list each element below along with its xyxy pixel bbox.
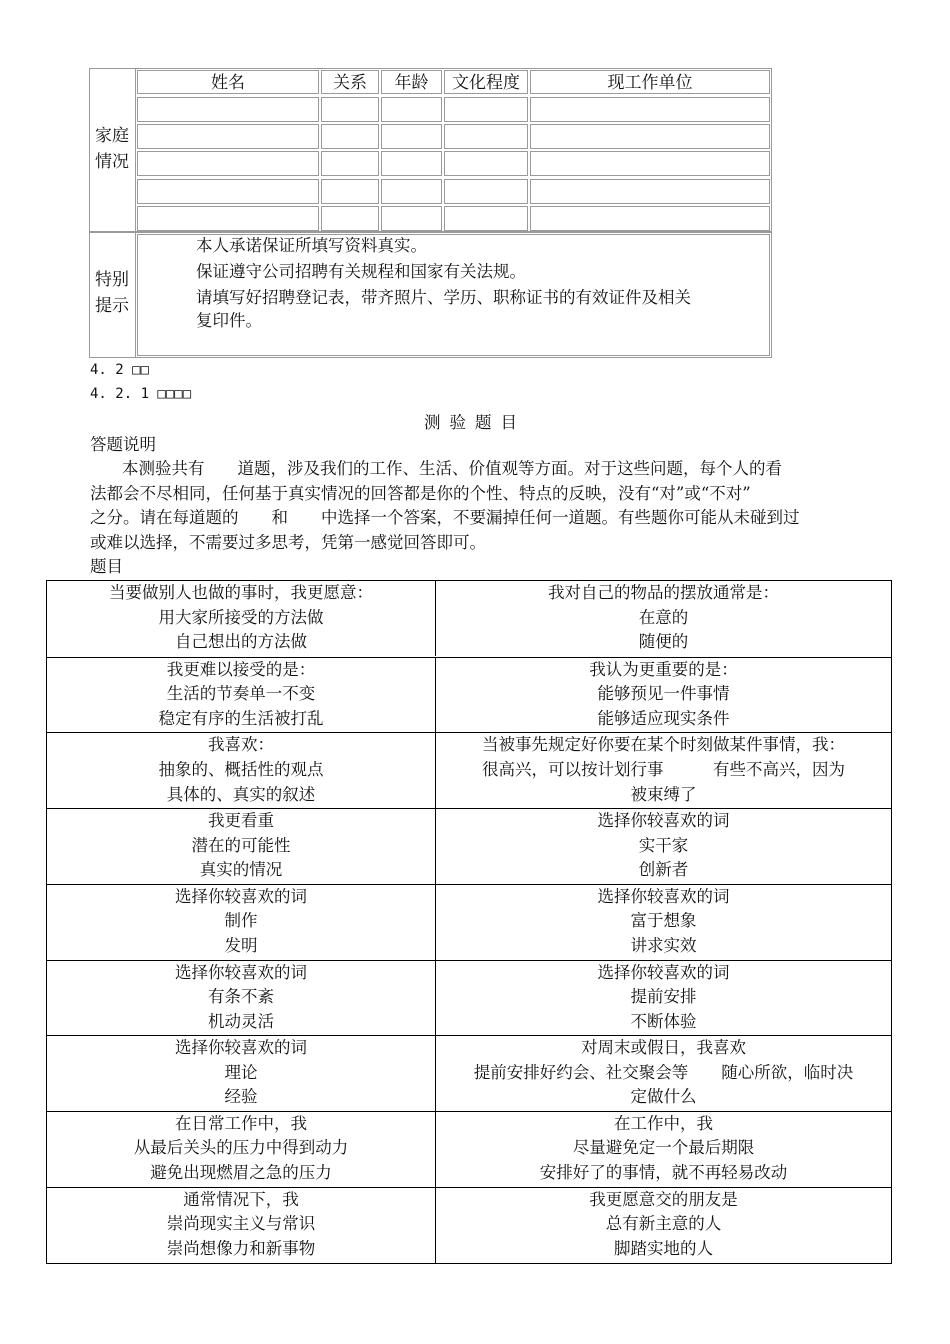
answer-option[interactable]: 用大家所接受的方法做: [158, 607, 324, 627]
page-title: 测验题目: [424, 413, 526, 432]
family-cell[interactable]: [444, 206, 528, 231]
answer-option[interactable]: 很高兴，可以按计划行事 有些不高兴，因为: [482, 759, 845, 779]
family-cell[interactable]: [137, 124, 319, 149]
family-cell[interactable]: [381, 206, 442, 231]
family-cell[interactable]: [530, 97, 770, 122]
question-text: 我更难以接受的是：: [166, 659, 316, 679]
question-cell-right: [435, 885, 891, 960]
family-cell[interactable]: [321, 124, 379, 149]
answer-option[interactable]: 制作: [224, 911, 258, 931]
answer-option[interactable]: 富于想象: [630, 911, 697, 931]
family-cell[interactable]: [321, 97, 379, 122]
section-heading-4-2: 4. 2 □□: [90, 362, 150, 378]
family-cell[interactable]: [381, 151, 442, 176]
answer-option[interactable]: 生活的节奏单一不变: [166, 684, 316, 704]
answer-option[interactable]: 能够适应现实条件: [597, 708, 730, 728]
answer-option[interactable]: 总有新主意的人: [605, 1214, 722, 1234]
notice-line-3: 请填写好招聘登记表，带齐照片、学历、职称证书的有效证件及相关: [196, 288, 691, 307]
family-cell[interactable]: [381, 179, 442, 204]
question-cell-right: [435, 1188, 891, 1263]
family-cell[interactable]: [444, 151, 528, 176]
answer-option[interactable]: 自己想出的方法做: [175, 632, 307, 652]
family-cell[interactable]: [444, 179, 528, 204]
family-cell[interactable]: [137, 151, 319, 176]
header-workplace: 现工作单位: [530, 70, 770, 94]
question-cell-left: [47, 658, 435, 733]
question-cell-right: [435, 1112, 891, 1187]
notice-line-2: 保证遵守公司招聘有关规程和国家有关法规。: [196, 262, 526, 281]
answer-option[interactable]: 经验: [224, 1087, 258, 1107]
question-text: 在日常工作中，我: [175, 1113, 307, 1133]
answer-option[interactable]: 稳定有序的生活被打乱: [158, 708, 324, 728]
question-cell-left: [47, 809, 435, 884]
section-heading-4-2-1: 4. 2. 1 □□□□: [90, 386, 192, 402]
notice-line-1: 本人承诺保证所填写资料真实。: [196, 236, 427, 255]
answer-option[interactable]: 脚踏实地的人: [614, 1238, 713, 1258]
question-row: [47, 808, 891, 883]
family-label-line-2: 情况: [95, 152, 129, 172]
notice-label: [89, 268, 135, 318]
question-cell-right: [435, 1036, 891, 1111]
notice-line-4: 复印件。: [196, 311, 262, 330]
question-text: 在工作中，我: [614, 1113, 713, 1133]
answer-option[interactable]: 定做什么: [630, 1087, 697, 1107]
answer-option[interactable]: 潜在的可能性: [191, 835, 291, 855]
answer-option[interactable]: 真实的情况: [199, 860, 283, 880]
answer-option[interactable]: 随便的: [638, 632, 689, 652]
answer-option[interactable]: 崇尚现实主义与常识: [166, 1214, 316, 1234]
answer-option[interactable]: 尽量避免定一个最后期限: [572, 1138, 755, 1158]
instruction-line-4: 或难以选择，不需要过多思考，凭第一感觉回答即可。: [90, 533, 486, 552]
question-cell-left: [47, 581, 435, 656]
question-text: 通常情况下，我: [183, 1189, 299, 1209]
question-row: [47, 732, 891, 807]
answer-option[interactable]: 崇尚想像力和新事物: [166, 1238, 316, 1258]
answer-option[interactable]: 抽象的、概括性的观点: [158, 759, 324, 779]
question-text: 我更看重: [208, 811, 274, 831]
question-text: 选择你较喜欢的词: [597, 811, 730, 831]
answer-option[interactable]: 从最后关头的压力中得到动力: [133, 1138, 349, 1158]
family-cell[interactable]: [321, 179, 379, 204]
answer-option[interactable]: 具体的、真实的叙述: [166, 784, 316, 804]
header-relation: 关系: [321, 70, 379, 94]
instruction-heading: 答题说明: [90, 435, 156, 454]
question-text: 我更愿意交的朋友是: [589, 1189, 738, 1209]
family-cell[interactable]: [137, 206, 319, 231]
answer-option[interactable]: 机动灵活: [208, 1011, 274, 1031]
question-cell-left: [47, 1188, 435, 1263]
family-cell[interactable]: [381, 124, 442, 149]
question-cell-right: [435, 809, 891, 884]
family-cell[interactable]: [530, 151, 770, 176]
question-row: [47, 1111, 891, 1186]
question-cell-left: [47, 733, 435, 808]
question-row: [47, 960, 891, 1035]
family-cell[interactable]: [137, 97, 319, 122]
questions-table: [46, 580, 892, 1264]
notice-label-line-2: 提示: [95, 296, 129, 316]
header-age: 年龄: [381, 70, 442, 94]
family-cell[interactable]: [530, 124, 770, 149]
question-text: 选择你较喜欢的词: [597, 886, 730, 906]
answer-option[interactable]: 有条不紊: [208, 987, 274, 1007]
question-text: 选择你较喜欢的词: [175, 886, 307, 906]
header-education: 文化程度: [444, 70, 528, 94]
answer-option[interactable]: 讲求实效: [630, 935, 697, 955]
family-label-divider: [135, 68, 136, 232]
question-cell-left: [47, 1036, 435, 1111]
question-text: 我对自己的物品的摆放通常是：: [548, 583, 779, 602]
question-text: 对周末或假日，我喜欢: [581, 1038, 746, 1058]
answer-option[interactable]: 在意的: [638, 607, 689, 627]
question-cell-right: [435, 658, 891, 733]
question-cell-left: [47, 885, 435, 960]
family-label-line-1: 家庭: [95, 126, 129, 146]
question-text: 选择你较喜欢的词: [597, 962, 730, 982]
answer-option[interactable]: 提前安排: [630, 987, 697, 1007]
question-text: 当要做别人也做的事时，我更愿意：: [109, 583, 373, 602]
question-cell-left: [47, 961, 435, 1036]
answer-option[interactable]: 理论: [224, 1062, 258, 1082]
answer-option[interactable]: 避免出现燃眉之急的压力: [150, 1163, 332, 1183]
answer-option[interactable]: 不断体验: [630, 1011, 697, 1031]
question-row: [47, 581, 891, 656]
instruction-line-1: 本测验共有 道题，涉及我们的工作、生活、价值观等方面。对于这些问题，每个人的看: [122, 459, 782, 478]
instruction-line-3: 之分。请在每道题的 和 中选择一个答案，不要漏掉任何一道题。有些题你可能从未碰到过: [90, 508, 800, 527]
answer-option[interactable]: 提前安排好约会、社交聚会等 随心所欲，临时决: [473, 1062, 854, 1082]
question-text: 当被事先规定好你要在某个时刻做某件事情，我：: [482, 735, 845, 755]
notice-label-divider: [135, 232, 136, 358]
question-cell-right: [435, 581, 891, 656]
question-text: 我认为更重要的是：: [589, 659, 738, 679]
family-cell[interactable]: [321, 151, 379, 176]
question-text: 我喜欢：: [208, 735, 274, 755]
family-cell[interactable]: [530, 206, 770, 231]
question-cell-left: [47, 1112, 435, 1187]
family-cell[interactable]: [137, 179, 319, 204]
question-row: [47, 657, 891, 732]
header-name: 姓名: [137, 70, 319, 94]
family-cell[interactable]: [530, 179, 770, 204]
notice-label-line-1: 特别: [95, 270, 129, 290]
question-cell-right: [435, 961, 891, 1036]
questions-heading: 题目: [90, 557, 123, 576]
family-label: [89, 124, 135, 148]
family-cell[interactable]: [444, 124, 528, 149]
question-row: [47, 884, 891, 959]
answer-option[interactable]: 发明: [224, 935, 258, 955]
family-label-2: [89, 150, 135, 174]
question-text: 选择你较喜欢的词: [175, 962, 307, 982]
family-cell[interactable]: [381, 97, 442, 122]
family-cell[interactable]: [321, 206, 379, 231]
family-cell[interactable]: [444, 97, 528, 122]
answer-option[interactable]: 能够预见一件事情: [597, 684, 730, 704]
answer-option[interactable]: 创新者: [638, 860, 689, 880]
question-cell-right: [435, 733, 891, 808]
instruction-line-2: 法都会不尽相同，任何基于真实情况的回答都是你的个性、特点的反映，没有“对”或“不对”: [90, 484, 751, 503]
answer-option[interactable]: 安排好了的事情，就不再轻易改动: [539, 1163, 788, 1183]
question-text: 选择你较喜欢的词: [175, 1038, 307, 1058]
answer-option[interactable]: 被束缚了: [630, 784, 697, 804]
question-row: [47, 1187, 891, 1262]
question-row: [47, 1035, 891, 1110]
answer-option[interactable]: 实干家: [638, 835, 689, 855]
